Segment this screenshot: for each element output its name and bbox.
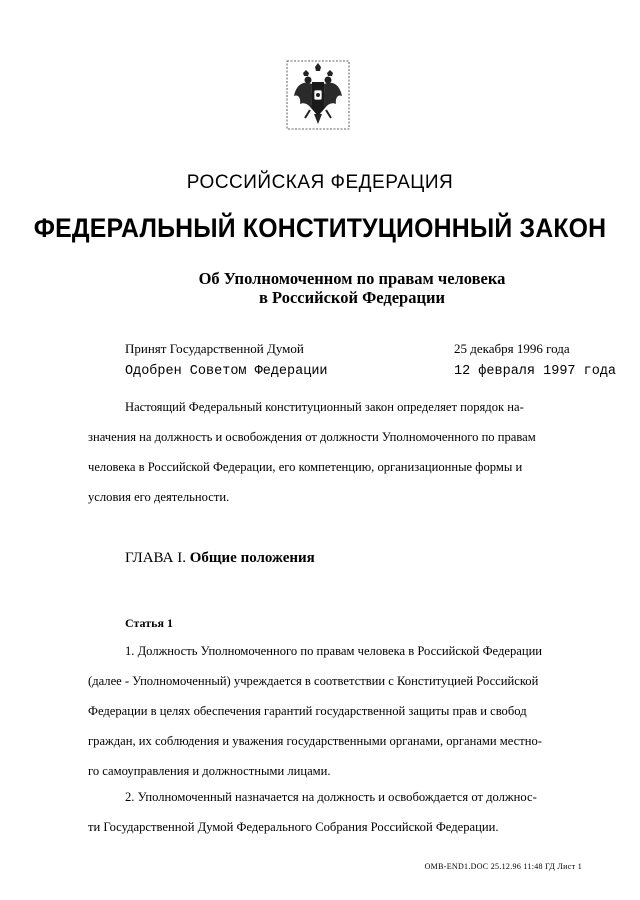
double-headed-eagle-icon <box>284 58 352 132</box>
council-approval-label: Одобрен Советом Федерации <box>125 364 328 379</box>
law-subject <box>0 269 640 307</box>
duma-adoption-label: Принят Государственной Думой <box>125 341 304 356</box>
preamble <box>88 392 576 512</box>
country-title: РОССИЙСКАЯ ФЕДЕРАЦИЯ <box>186 172 454 193</box>
council-approval-date: 12 февраля 1997 года <box>454 364 617 379</box>
preamble-line: Настоящий Федеральный конституционный закон определяет порядок на- <box>125 400 524 414</box>
duma-adoption-date: 25 декабря 1996 года <box>454 341 570 356</box>
clause-line: граждан, их соблюдения и уважения государственными органами, органами местно- <box>88 734 542 748</box>
law-subject-line: в Российской Федерации <box>258 288 445 307</box>
preamble-line: значения на должность и освобождения от должности Уполномоченного по правам <box>88 430 536 444</box>
page-footer: OMB-END1.DOC 25.12.96 11:48 ГД Лист 1 <box>424 862 582 871</box>
chapter-prefix: ГЛАВА I. <box>125 550 186 566</box>
article-clause-2 <box>88 782 576 842</box>
clause-line: (далее - Уполномоченный) учреждается в соответствии с Конституцией Российской <box>88 674 539 688</box>
clause-line: 2. Уполномоченный назначается на должность и освобождается от должнос- <box>125 790 537 804</box>
clause-line: ти Государственной Думой Федерального Собрания Российской Федерации. <box>88 820 499 834</box>
chapter-title: Общие положения <box>189 550 315 566</box>
emblem <box>284 58 352 132</box>
article-clause-1 <box>88 636 576 786</box>
preamble-line: человека в Российской Федерации, его компетенцию, организационные формы и <box>88 460 523 474</box>
article-title: Статья 1 <box>125 616 173 630</box>
clause-line: 1. Должность Уполномоченного по правам человека в Российской Федерации <box>125 644 543 658</box>
law-subject-line: Об Уполномоченном по правам человека <box>198 269 506 288</box>
chapter-heading <box>125 550 315 567</box>
law-type-title: ФЕДЕРАЛЬНЫЙ КОНСТИТУЦИОННЫЙ ЗАКОН <box>33 213 607 243</box>
clause-line: го самоуправления и должностными лицами. <box>88 764 331 778</box>
preamble-line: условия его деятельности. <box>88 490 230 504</box>
clause-line: Федерации в целях обеспечения гарантий государственной защиты прав и свобод <box>88 704 527 718</box>
